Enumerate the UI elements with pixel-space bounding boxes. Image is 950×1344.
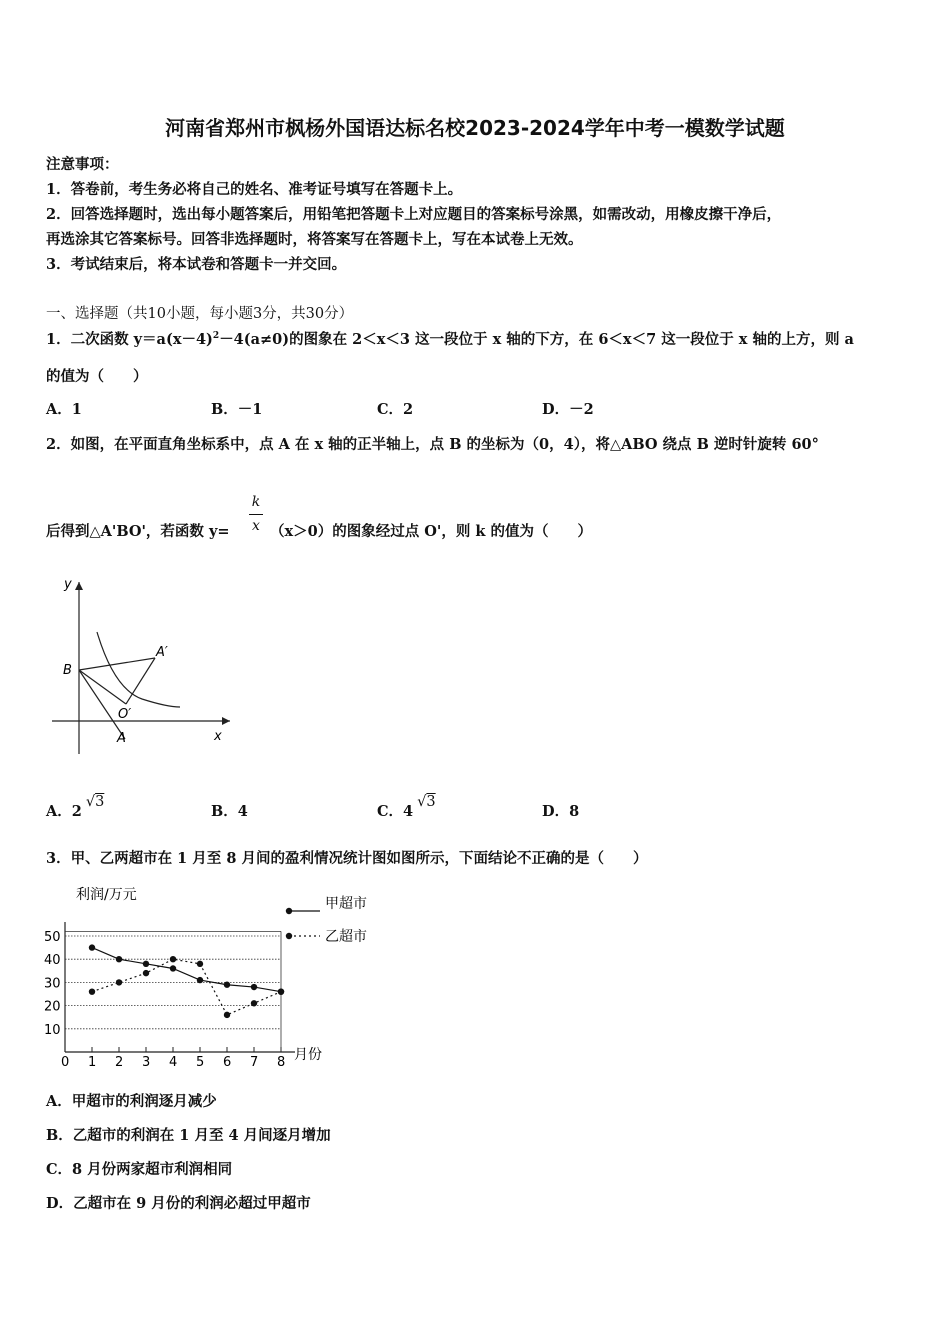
series-1-point-4: [170, 956, 176, 962]
legend-label-jia: 甲超市: [325, 896, 367, 912]
series-0-point-1: [89, 944, 95, 950]
segment-ba: [79, 670, 125, 739]
series-0-point-3: [143, 961, 149, 967]
q1-stem-b: －4(a≠0)的图象在 2＜x＜3 这一段位于 x 轴的下方，在 6＜x＜7 这一段位于 x 轴的上方，则 a: [219, 331, 854, 348]
x-tick-label-8: 8: [277, 1055, 286, 1070]
chart-frame: [65, 922, 295, 1052]
label-o-prime: O′: [118, 707, 132, 722]
y-tick-label-30: 30: [44, 976, 61, 992]
label-x: x: [214, 729, 222, 744]
q1-exponent: 2: [212, 331, 220, 342]
series-0-point-4: [170, 965, 176, 971]
x-tick-label-6: 6: [223, 1055, 232, 1070]
segment-a-prime-o-prime: [126, 658, 155, 704]
q1-stem-a: 1．二次函数 y＝a(x－4): [46, 331, 213, 348]
q3-option-c: C．8 月份两家超市利润相同: [46, 1161, 233, 1178]
series-1-point-3: [143, 970, 149, 976]
x-axis-arrow: [222, 717, 230, 725]
chart-ticks: [44, 930, 285, 1070]
x-tick-label-3: 3: [142, 1055, 151, 1070]
sqrt-radicand-a: 3: [95, 794, 105, 810]
label-a: A: [117, 731, 126, 746]
notice-item-2a: 2．回答选择题时，选出每小题答案后，用铅笔把答题卡上对应题目的答案标号涂黑，如需改动，用橡皮擦干净后，: [46, 206, 782, 223]
q2-option-b: B．4: [211, 803, 248, 820]
q3-option-d: D．乙超市在 9 月份的利润必超过甲超市: [46, 1195, 311, 1212]
x-tick-label-1: 1: [88, 1055, 97, 1070]
x-tick-label-2: 2: [115, 1055, 124, 1070]
hyperbola-curve: [97, 632, 180, 707]
series-1-point-7: [251, 1000, 257, 1006]
chart-legend: [286, 895, 367, 945]
q1-option-c: C．2: [377, 401, 414, 418]
series-1-point-2: [116, 979, 122, 985]
q2-stem-line2b: （x＞0）的图象经过点 O'，则 k 的值为（ ）: [270, 523, 592, 540]
page-title: 河南省郑州市枫杨外国语达标名校2023-2024学年中考一模数学试题: [165, 116, 785, 140]
series-1-point-5: [197, 961, 203, 967]
legend-label-yi: 乙超市: [325, 929, 367, 945]
notice-item-2b: 再选涂其它答案标号。回答非选择题时，将答案写在答题卡上，写在本试卷上无效。: [46, 231, 583, 248]
section-heading: 一、选择题（共10小题，每小题3分，共30分）: [46, 306, 354, 322]
series-1-point-1: [89, 988, 95, 994]
segment-bo-prime: [79, 670, 126, 704]
series-1-point-8: [278, 988, 284, 994]
profit-line-chart: [40, 880, 400, 1070]
q3-option-a: A．甲超市的利润逐月减少: [46, 1093, 217, 1110]
label-b: B: [63, 663, 72, 678]
q2-option-a-text: A．2: [46, 803, 82, 820]
segment-ba-prime: [79, 658, 155, 670]
q2-option-c-text: C．4: [377, 803, 414, 820]
y-tick-label-50: 50: [44, 930, 61, 945]
x-tick-label-5: 5: [196, 1055, 205, 1070]
sqrt-symbol-a: √3: [85, 794, 105, 810]
notice-heading: 注意事项：: [46, 156, 119, 173]
label-a-prime: A′: [156, 645, 168, 660]
chart-xlabel: 月份: [294, 1047, 322, 1063]
fraction-numerator: k: [251, 494, 261, 510]
q2-option-c: [377, 794, 436, 821]
fraction-denominator: x: [252, 518, 260, 534]
series-0-point-7: [251, 984, 257, 990]
series-0-point-6: [224, 982, 230, 988]
chart-ylabel: 利润/万元: [76, 887, 137, 903]
sqrt-symbol-c: √3: [417, 794, 436, 810]
q2-option-d: D．8: [542, 803, 580, 820]
x-tick-label-0: 0: [61, 1055, 70, 1070]
y-axis-arrow: [75, 582, 83, 590]
q1-stem-line2: 的值为（ ）: [46, 368, 148, 385]
q3-option-b: B．乙超市的利润在 1 月至 4 月间逐月增加: [46, 1127, 331, 1144]
q2-stem-line1: 2．如图，在平面直角坐标系中，点 A 在 x 轴的正半轴上，点 B 的坐标为（0，4），将△ABO 绕点 B 逆时针旋转 60°: [46, 436, 819, 453]
q1-option-d: D．－2: [542, 401, 594, 418]
q1-stem-line1: [46, 328, 854, 349]
q1-option-a: A．1: [46, 401, 82, 418]
series-0-point-2: [116, 956, 122, 962]
y-tick-label-20: 20: [44, 999, 61, 1015]
x-tick-label-7: 7: [250, 1055, 259, 1070]
series-0-point-5: [197, 977, 203, 983]
q1-option-b: B．－1: [211, 401, 263, 418]
series-1-point-6: [224, 1012, 230, 1018]
q3-stem: 3．甲、乙两超市在 1 月至 8 月间的盈利情况统计图如图所示，下面结论不正确的是（ ）: [46, 850, 648, 867]
notice-item-1: 1．答卷前，考生务必将自己的姓名、准考证号填写在答题卡上。: [46, 181, 463, 198]
y-tick-label-10: 10: [44, 1022, 61, 1038]
x-tick-label-4: 4: [169, 1055, 178, 1070]
y-tick-label-40: 40: [44, 953, 61, 969]
label-y: y: [64, 577, 72, 592]
rotation-figure: [42, 574, 242, 754]
notice-item-3: 3．考试结束后，将本试卷和答题卡一并交回。: [46, 256, 347, 273]
fraction-bar: [249, 514, 263, 515]
chart-series: [89, 944, 284, 1018]
sqrt-radicand-c: 3: [426, 794, 436, 810]
q2-option-a: [46, 794, 105, 821]
q2-stem-line2a: 后得到△A'BO'，若函数 y=: [46, 523, 230, 540]
